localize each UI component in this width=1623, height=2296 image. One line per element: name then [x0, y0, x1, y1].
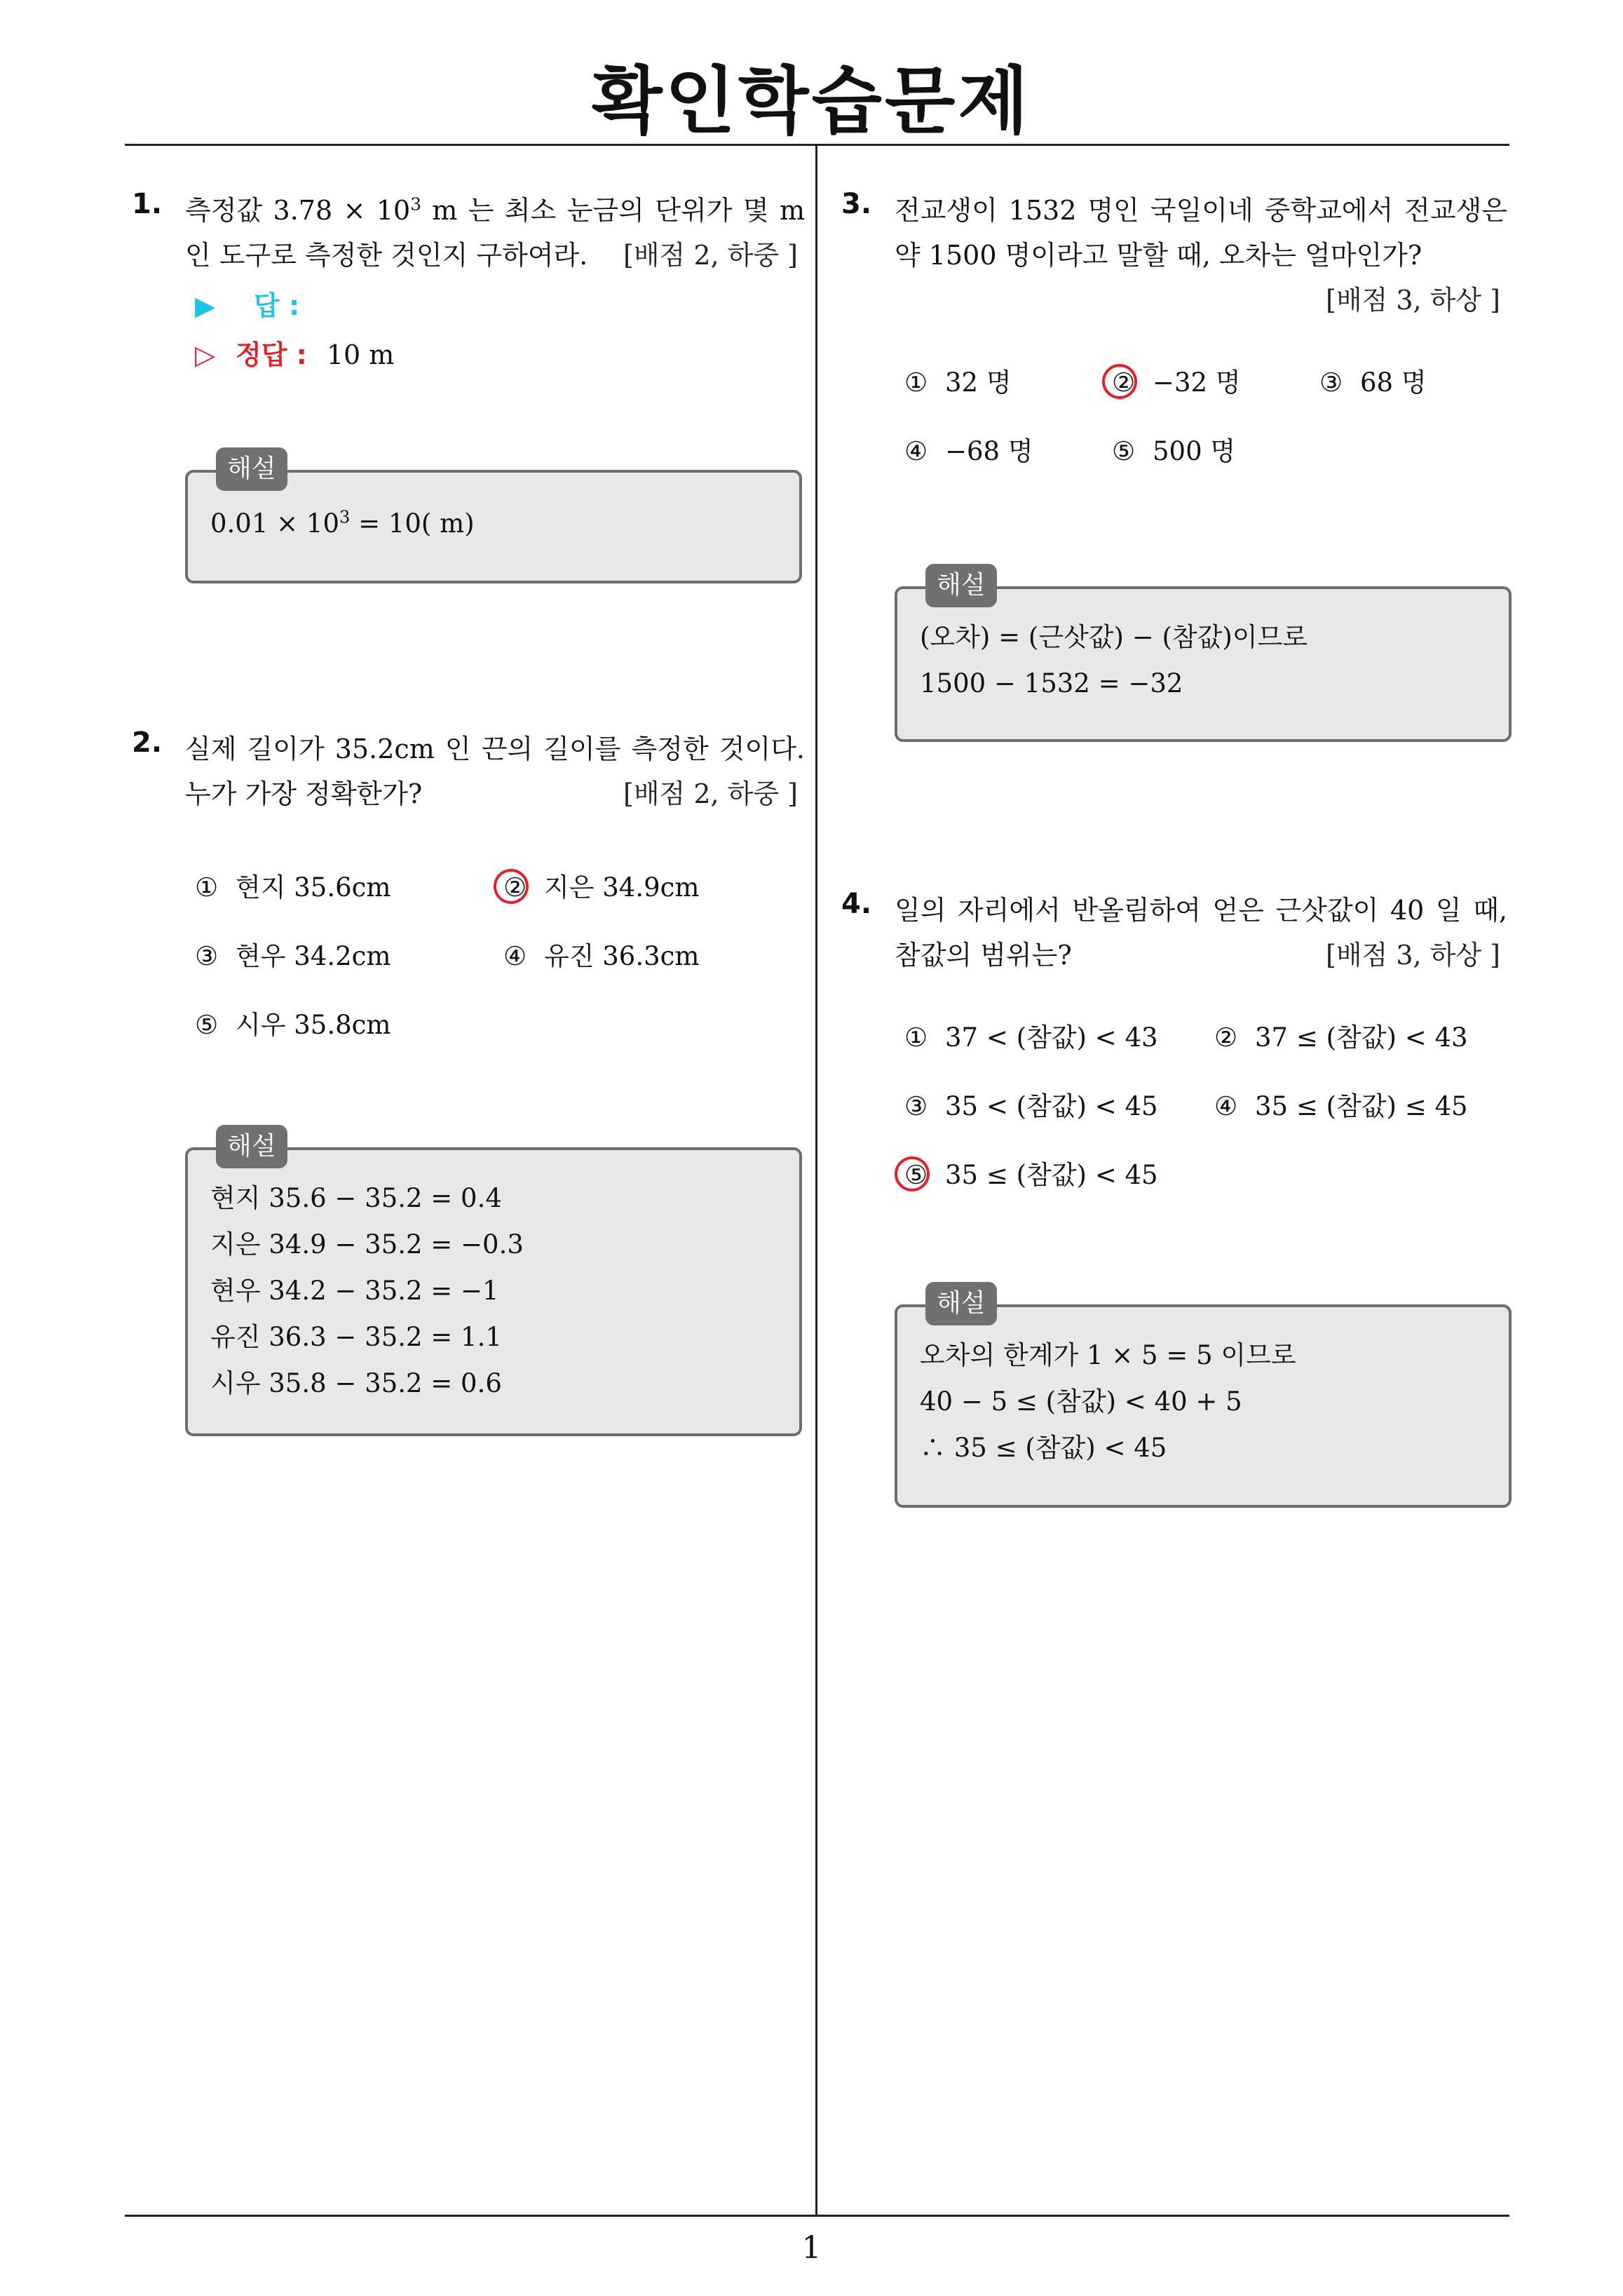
correct-label: 정답 : — [236, 339, 307, 370]
solution-line: $0.01 \times 10^3 = 10$( m) — [210, 507, 475, 539]
solution-line: 1500 − 1532 = −32 — [920, 668, 1183, 698]
solution-box — [895, 1289, 1512, 1508]
score-label: [배점 2, 하중 ] — [623, 240, 798, 271]
solution-line: 40 − 5 ≤ (참값) < 40 + 5 — [920, 1386, 1242, 1417]
choice-1[interactable]: ① 37 < (참값) < 43 — [904, 1022, 1158, 1053]
choice-2[interactable]: ② 지은 34.9cm — [503, 868, 699, 907]
choice-3[interactable]: ③ 현우 34.2cm — [195, 941, 391, 971]
page-title: 확인학습문제 — [592, 58, 1031, 144]
solution-line: (오차) = (근삿값) − (참값)이므로 — [920, 622, 1308, 652]
choice-4[interactable]: ④ 유진 36.3cm — [503, 941, 700, 971]
choice-3[interactable]: ③ 35 < (참값) < 45 — [904, 1091, 1158, 1121]
solution-line: 오차의 한계가 1 × 5 = 5 이므로 — [920, 1340, 1296, 1370]
left-column — [125, 146, 805, 2212]
solution-tag: 해설 — [925, 1282, 997, 1325]
problem-number: 4. — [841, 888, 872, 920]
score-label: [배점 2, 하중 ] — [623, 778, 798, 809]
answer-line — [195, 285, 299, 327]
solution-box — [895, 571, 1512, 742]
score-label: [배점 3, 하상 ] — [1326, 285, 1500, 316]
solution-line: 현우 34.2 − 35.2 = −1 — [210, 1276, 499, 1306]
solution-line: 시우 35.8 − 35.2 = 0.6 — [210, 1368, 502, 1398]
column-divider — [815, 146, 817, 2215]
solution-line: 현지 35.6 − 35.2 = 0.4 — [210, 1183, 502, 1213]
problem-number: 1. — [132, 188, 163, 220]
choice-1[interactable]: ① 32 명 — [904, 367, 1012, 398]
choice-1[interactable]: ① 현지 35.6cm — [195, 872, 391, 903]
solution-tag: 해설 — [216, 1125, 287, 1168]
problem-stem: 측정값 $3.78 \times 10^3$ m 는 최소 눈금의 단위가 몇 m 인 도구로 측정한 것인지 구하여라. — [185, 194, 805, 271]
correct-arrow-icon: ▷ — [195, 339, 216, 370]
problem-number: 3. — [841, 188, 872, 220]
bottom-rule — [125, 2215, 1509, 2217]
correct-circle-mark — [1102, 364, 1137, 399]
choice-2[interactable]: ② 37 ≤ (참값) < 43 — [1214, 1022, 1468, 1053]
right-column — [834, 146, 1507, 2212]
problem-number: 2. — [132, 727, 163, 759]
problem-stem: 일의 자리에서 반올림하여 얻은 근삿값이 40 일 때, 참값의 범위는? — [895, 895, 1507, 971]
choice-2[interactable]: ② −32 명 — [1112, 363, 1241, 403]
choice-4[interactable]: ④ 35 ≤ (참값) ≤ 45 — [1214, 1091, 1468, 1121]
correct-value: 10 m — [326, 339, 395, 370]
choice-4[interactable]: ④ −68 명 — [904, 436, 1033, 466]
correct-circle-mark — [494, 869, 529, 904]
problem-stem: 실제 길이가 35.2cm 인 끈의 길이를 측정한 것이다. 누가 가장 정확한가? — [185, 734, 805, 809]
solution-tag: 해설 — [216, 447, 287, 491]
solution-box — [185, 1132, 802, 1436]
answer-label: 답 : — [254, 290, 300, 321]
page-number: 1 — [801, 2230, 822, 2266]
score-label: [배점 3, 하상 ] — [1326, 940, 1500, 971]
choice-5[interactable]: ⑤ 시우 35.8cm — [195, 1010, 391, 1040]
solution-line: 유진 36.3 − 35.2 = 1.1 — [210, 1322, 502, 1352]
answer-arrow-icon: ▶ — [195, 290, 216, 321]
solution-box — [185, 454, 802, 583]
solution-line: 지은 34.9 − 35.2 = −0.3 — [210, 1229, 524, 1260]
choice-5[interactable]: ⑤ 500 명 — [1112, 436, 1236, 466]
correct-answer-line — [195, 334, 394, 376]
problem-stem: 전교생이 1532 명인 국일이네 중학교에서 전교생은 약 1500 명이라고 말할 때, 오차는 얼마인가? — [895, 195, 1507, 271]
solution-line: ∴ 35 ≤ (참값) < 45 — [920, 1433, 1167, 1463]
choice-5[interactable]: ⑤ 35 ≤ (참값) < 45 — [904, 1156, 1158, 1195]
solution-tag: 해설 — [925, 564, 997, 607]
correct-circle-mark — [895, 1156, 930, 1191]
choice-3[interactable]: ③ 68 명 — [1319, 367, 1427, 398]
